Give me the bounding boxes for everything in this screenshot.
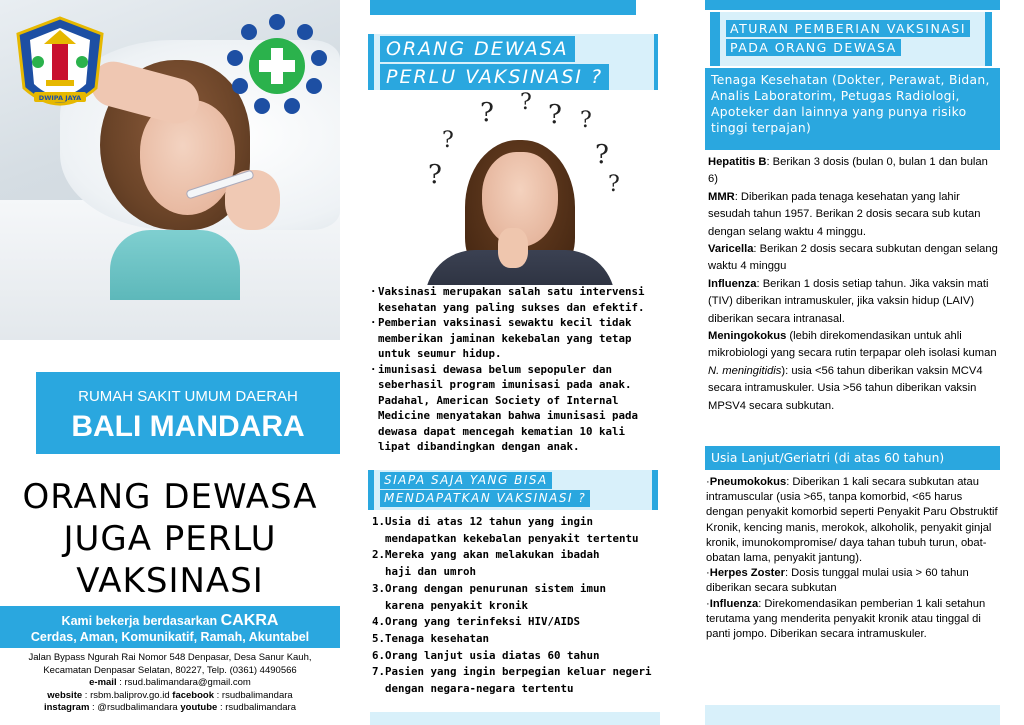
cakra-banner <box>0 606 340 648</box>
right-title <box>726 20 991 58</box>
eligible-groups-list <box>372 514 662 698</box>
list-item: 4.Orang yang terinfeksi HIV/AIDS <box>372 615 581 629</box>
title-line-2: JUGA PERLU <box>63 519 277 559</box>
website-label: website <box>47 689 83 701</box>
pneumokokus-label: Pneumokokus <box>709 476 787 488</box>
list-item: 2.Mereka yang akan melakukan ibadah <box>372 548 600 562</box>
hand <box>498 228 528 268</box>
herpes-zoster-text: : Dosis tunggal mulai usia > 60 tahun diberikan secara subkutan <box>706 567 969 595</box>
middle-bottom-bar <box>370 712 660 725</box>
herpes-zoster-label: Herpes Zoster <box>709 567 785 580</box>
cakra-word: CAKRA <box>220 612 279 629</box>
question-mark-icon: ? <box>580 108 592 133</box>
elderly-heading: Usia Lanjut/Geriatri (di atas 60 tahun) <box>705 446 1000 470</box>
youtube-label: youtube <box>180 702 218 713</box>
thinking-woman-photo <box>380 90 650 285</box>
shirt <box>110 230 240 300</box>
influenza-label: Influenza <box>708 277 757 290</box>
cakra-line <box>0 612 340 630</box>
meningokokus-label: Meningokokus <box>708 330 787 343</box>
rule-mmr <box>708 189 1000 241</box>
bali-province-emblem-icon <box>12 14 108 122</box>
right-bottom-bar <box>705 705 1000 725</box>
middle-title <box>380 36 650 92</box>
question-mark-icon: ? <box>548 100 562 130</box>
question-mark-icon: ? <box>520 90 532 115</box>
emblem-motto: DWIPA JAYA <box>38 94 82 102</box>
meningokokus-text-1: (lebih direkomendasikan untuk ahli mikrobiologi yang secara rutin terpapar oleh isolasi kuman <box>708 330 997 360</box>
hospital-logo-icon <box>222 10 332 122</box>
hepatitis-label: Hepatitis B <box>708 156 767 168</box>
vaccination-reasons <box>370 284 660 455</box>
right-title-line-2: PADA ORANG DEWASA <box>726 39 901 56</box>
mmr-label: MMR <box>708 190 735 203</box>
middle-subtitle <box>380 472 655 508</box>
left-panel <box>0 0 340 725</box>
hospital-type: RUMAH SAKIT UMUM DAERAH <box>78 388 298 405</box>
list-item: · Pemberian vaksinasi sewaktu kecil tidak memberikan jaminan kekebalan yang tetap untuk seumur hidup. <box>370 315 660 362</box>
cakra-values: Cerdas, Aman, Komunikatif, Ramah, Akuntabel <box>30 630 310 644</box>
rule-hepatitis <box>708 154 1000 189</box>
right-title-line-1: ATURAN PEMBERIAN VAKSINASI <box>726 20 970 37</box>
list-item: 1.Usia di atas 12 tahun yang ingin <box>372 515 594 528</box>
middle-subtitle-line-2: MENDAPATKAN VAKSINASI ? <box>380 490 590 507</box>
web-line <box>0 690 340 703</box>
brochure-title <box>0 476 340 602</box>
varicella-text: : Berikan 2 dosis secara subkutan dengan selang waktu 4 minggu <box>708 243 998 273</box>
email-line <box>0 677 340 690</box>
pneumokokus-text: : Diberikan 1 kali secara subkutan atau intramuscular (usia >65, tanpa komorbid, <65 harus dengan penyakit komorbid seperti Penyakit Paru Obstruktif Kronik, kencing manis, merokok, alkoholik, penyakit ginjal kronik, imunokompromise/ daya tahan tubuh turun, obat-obatan lama, penyakit jantung). <box>706 476 998 565</box>
right-top-bar <box>705 0 1000 10</box>
influenza-text: : Berikan 1 dosis setiap tahun. Jika vaksin mati (TIV) diberikan intramuskuler, jika vaksin hidup (LAIV) diberikan secara intranasal. <box>708 277 989 325</box>
health-worker-rules <box>708 154 1000 415</box>
youtube-value: : rsudbalimandara <box>217 702 296 713</box>
mmr-text: : Diberikan pada tenaga kesehatan yang lahir sesudah tahun 1957. Berikan 2 dosis secara sub kutan dengan selang waktu 4 minggu. <box>708 190 981 238</box>
rule-influenza-elderly: ·Influenza: Direkomendasikan pemberian 1 kali setahun terutama yang menderita penyakit kronik atau tinggal di panti jompo. Diberikan secara intramuskuler. <box>706 597 986 641</box>
list-item-cont: mendapatkan kekebalan penyakit tertentu <box>385 531 639 545</box>
rule-meningokokus <box>708 328 1000 415</box>
instagram-value: : @rsudbalimandara <box>89 702 181 713</box>
list-item-cont: haji dan umroh <box>385 565 477 579</box>
list-item: 6.Orang lanjut usia diatas 60 tahun <box>372 648 600 662</box>
rule-herpes-zoster: ·Herpes Zoster: Dosis tunggal mulai usia > 60 tahun diberikan secara subkutan <box>706 567 969 595</box>
contact-info <box>0 652 340 715</box>
list-item-cont: karena penyakit kronik <box>385 598 529 612</box>
instagram-label: instagram <box>43 702 90 713</box>
meningokokus-text-2: ): usia <56 tahun diberikan vaksin MCV4 secara intramuskuler. Usia >56 tahun diberikan vaksin MPSV4 secara subkutan. <box>708 364 983 412</box>
middle-title-line-1: ORANG DEWASA <box>380 36 575 62</box>
middle-title-line-2: PERLU VAKSINASI ? <box>380 64 609 90</box>
email-value: : rsud.balimandara@gmail.com <box>116 677 251 688</box>
middle-top-bar <box>370 0 636 15</box>
website-value: : rsbm.baliprov.go.id <box>82 689 173 701</box>
title-line-1: ORANG DEWASA <box>22 477 318 517</box>
facebook-label: facebook <box>172 689 214 701</box>
list-item: 7.Pasien yang ingin berpegian keluar negeri <box>372 665 652 679</box>
question-mark-icon: ? <box>608 172 620 197</box>
list-item: · imunisasi dewasa belum sepopuler dan seberhasil program imunisasi pada anak. Padahal, American Society of Internal Medicine menyatakan bahwa imunisasi pada dewasa dapat mencegah kematian 10 kali lipat dibandingkan dengan anak. <box>370 362 660 455</box>
meningokokus-organism: N. meningitidis <box>708 364 782 377</box>
title-line-3: VAKSINASI <box>76 561 264 601</box>
question-mark-icon: ? <box>442 128 454 153</box>
influenza-elderly-label: Influenza <box>709 597 759 610</box>
health-worker-heading: Tenaga Kesehatan (Dokter, Perawat, Bidan, Analis Laboratorim, Petugas Radiologi, Apoteker dan lainnya yang punya risiko tinggi terpajan) <box>705 68 1000 150</box>
question-mark-icon: ? <box>428 160 442 190</box>
influenza-elderly-text: : Direkomendasikan pemberian 1 kali setahun terutama yang menderita penyakit kronik atau tinggal di panti jompo. Diberikan secara intramuskuler. <box>706 597 986 641</box>
list-item: 5.Tenaga kesehatan <box>372 631 490 645</box>
cakra-prefix: Kami bekerja berdasarkan <box>61 614 221 628</box>
rule-influenza <box>708 276 1000 328</box>
list-item-cont: dengan negara-negara tertentu <box>385 682 574 696</box>
varicella-label: Varicella <box>708 243 754 256</box>
list-item: 3.Orang dengan penurunan sistem imun <box>372 581 607 595</box>
address-line-2: Kecamatan Denpasar Selatan, 80227, Telp. (0361) 4490566 <box>43 664 297 676</box>
social-line <box>0 702 340 715</box>
hospital-name: BALI MANDARA <box>71 410 305 443</box>
hospital-name-box <box>36 372 340 454</box>
question-mark-icon: ? <box>480 98 494 128</box>
rule-varicella <box>708 241 1000 276</box>
address-line-1: Jalan Bypass Ngurah Rai Nomor 548 Denpasar, Desa Sanur Kauh, <box>28 652 312 663</box>
question-mark-icon: ? <box>595 140 609 170</box>
elderly-rules <box>706 475 1000 642</box>
rule-pneumokokus: ·Pneumokokus: Diberikan 1 kali secara subkutan atau intramuscular (usia >65, tanpa komorbid, <65 harus dengan penyakit komorbid seperti Penyakit Paru Obstruktif Kronik, kencing manis, merokok, alkoholik, penyakit ginjal kronik, imunokompromise/ daya tahan tubuh turun, obat-obatan lama, penyakit jantung). <box>706 476 998 565</box>
hepatitis-text: : Berikan 3 dosis (bulan 0, bulan 1 dan bulan 6) <box>708 156 988 186</box>
list-item: · Vaksinasi merupakan salah satu intervensi kesehatan yang paling sukses dan efektif. <box>370 284 660 315</box>
middle-subtitle-line-1: SIAPA SAJA YANG BISA <box>380 472 552 489</box>
facebook-value: : rsudbalimandara <box>214 689 293 701</box>
email-label: e-mail <box>89 677 117 688</box>
